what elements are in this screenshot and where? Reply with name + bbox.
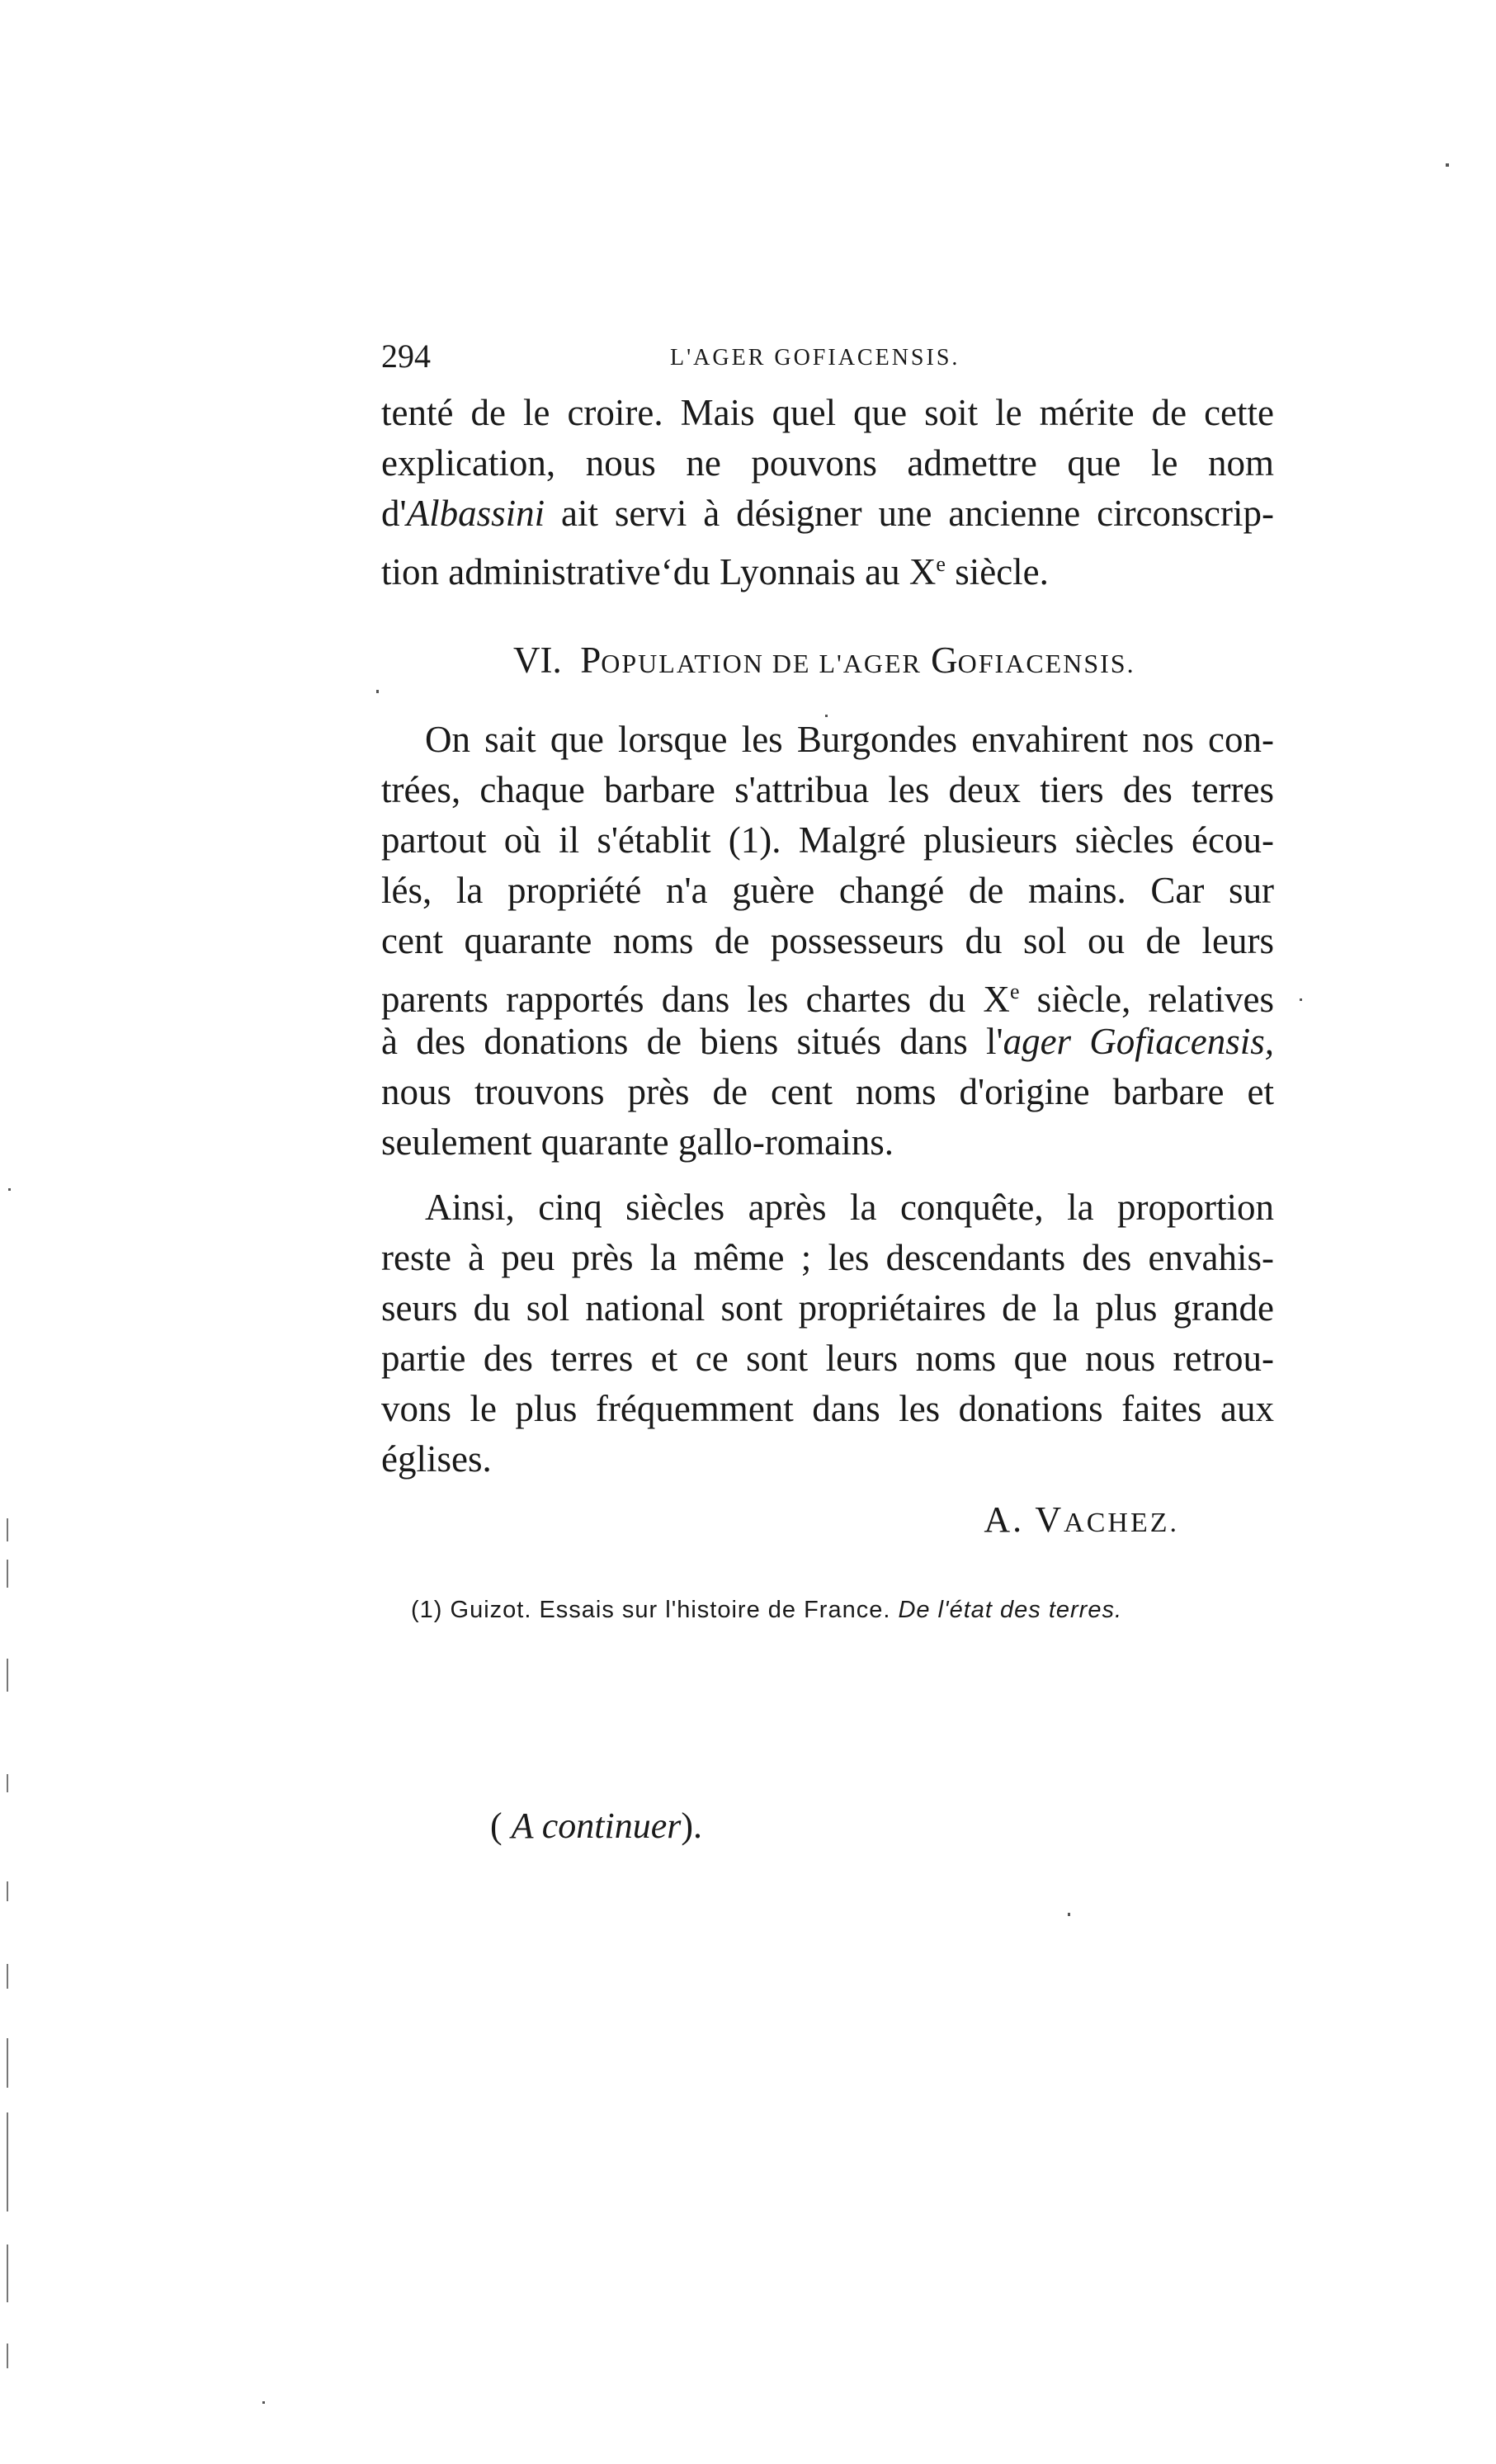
text-line: reste à peu près la même ; les descendants des envahis- xyxy=(381,1237,1274,1278)
continuation-note: ( A continuer). xyxy=(490,1806,703,1846)
margin-mark xyxy=(7,1774,8,1792)
text-line: cent quarante noms de possesseurs du sol ou de leurs xyxy=(381,920,1274,961)
margin-mark xyxy=(7,2245,8,2302)
paragraph-2 xyxy=(381,1182,1274,1485)
scan-speck xyxy=(1300,998,1302,1001)
text-line: lés, la propriété n'a guère changé de mains. Car sur xyxy=(381,870,1274,911)
text-line: trées, chaque barbare s'attribua les deux tiers des terres xyxy=(381,769,1274,810)
section-numeral: VI. xyxy=(513,640,562,681)
scan-speck xyxy=(376,690,379,693)
text-line: partout où il s'établit (1). Malgré plusieurs siècles écou- xyxy=(381,819,1274,861)
margin-mark xyxy=(7,2112,8,2211)
text-line: partie des terres et ce sont leurs noms que nous retrou- xyxy=(381,1338,1274,1379)
text-line: On sait que lorsque les Burgondes envahirent nos con- xyxy=(425,719,1274,760)
text-line: explication, nous ne pouvons admettre que le nom xyxy=(381,442,1274,484)
scan-speck xyxy=(262,2401,265,2404)
margin-mark xyxy=(7,1518,8,1541)
text-line: Ainsi, cinq siècles après la conquête, la proportion xyxy=(425,1187,1274,1228)
margin-mark xyxy=(7,1881,8,1901)
text-line: seulement quarante gallo-romains. xyxy=(381,1121,894,1163)
text-line: tenté de le croire. Mais quel que soit le mérite de cette xyxy=(381,392,1274,433)
scan-speck xyxy=(825,715,828,717)
body-top xyxy=(381,388,1274,592)
scan-speck xyxy=(1446,163,1449,167)
text-line: seurs du sol national sont propriétaires de la plus grande xyxy=(381,1287,1274,1329)
text-line: tion administrativeʻdu Lyonnais au Xe siècle. xyxy=(381,551,1049,592)
margin-mark xyxy=(7,2344,8,2368)
margin-mark xyxy=(7,1964,8,1989)
page-header xyxy=(381,332,1272,381)
text-line: vons le plus fréquemment dans les donations faites aux xyxy=(381,1388,1274,1429)
footnote-marker: (1) xyxy=(411,1597,443,1623)
running-title: L'AGER GOFIACENSIS. xyxy=(670,345,960,371)
margin-mark xyxy=(7,1560,8,1588)
text-line: nous trouvons près de cent noms d'origine barbare et xyxy=(381,1071,1274,1112)
text-line: à des donations de biens situés dans l'ager Gofiacensis, xyxy=(381,1021,1274,1062)
paragraph-1 xyxy=(381,715,1274,1168)
section-heading: VI. POPULATION DE L'AGER GOFIACENSIS. xyxy=(513,640,1135,681)
text-line: parents rapportés dans les chartes du Xe siècle, relatives xyxy=(381,979,1274,1020)
text-line: églises. xyxy=(381,1438,492,1480)
scan-speck xyxy=(8,1188,11,1191)
scan-speck xyxy=(1068,1913,1070,1916)
margin-mark xyxy=(7,1659,8,1692)
footnote-title: De l'état des terres. xyxy=(898,1597,1123,1623)
italic-place: ager Gofiacensis, xyxy=(1003,1021,1274,1062)
italic-name: Albassini xyxy=(406,493,545,534)
author-signature: A. VACHEZ. xyxy=(984,1499,1179,1540)
text-line: d'Albassini ait servi à désigner une ancienne circonscrip- xyxy=(381,493,1274,534)
margin-mark xyxy=(7,2038,8,2088)
page-number: 294 xyxy=(381,338,431,375)
footnote: (1) Guizot. Essais sur l'histoire de France. De l'état des terres. xyxy=(411,1597,1123,1623)
